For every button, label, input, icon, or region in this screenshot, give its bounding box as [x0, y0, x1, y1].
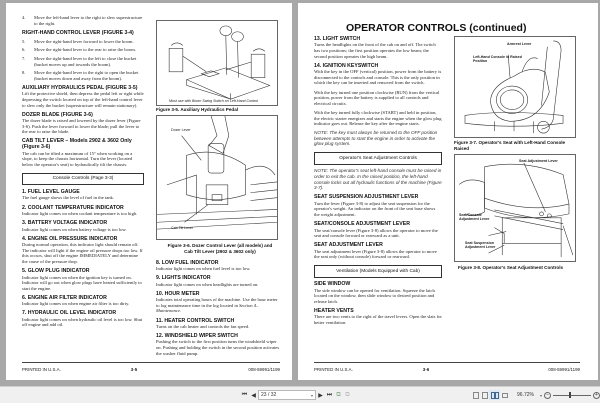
list-item: 5. Move the right-hand lever forward to lower the boom.	[22, 38, 134, 44]
paragraph: Turns the headlights on the front of the cab on and off. The switch has two positions; the first position operates the low beam; the second position operates the high beam.	[314, 42, 436, 59]
document-number: 008-59991/1199	[548, 367, 580, 372]
two-page-view-button[interactable]	[489, 390, 500, 400]
previous-view-icon[interactable]: ⧉	[336, 391, 341, 398]
list-item: 4. Move the left-hand lever to the right to slew superstructure to the right.	[22, 15, 143, 26]
figure-3-7-caption: Figure 3-7. Operator's Seat with Left-Hand Console Raised	[454, 140, 566, 151]
figure-label-dozer-lever: Dozer Lever	[171, 128, 191, 132]
operators-seat-drawing	[455, 37, 575, 137]
section-heading: AUXILIARY HYDRAULICS PEDAL (FIGURE 3-5)	[22, 84, 138, 91]
page-number: 3-6	[422, 367, 430, 372]
paragraph: Indicator light comes on when headlights are turned on.	[156, 281, 259, 287]
paragraph: Indicator light comes on when coolant temperature is too high.	[22, 210, 138, 216]
continuous-view-button[interactable]	[480, 390, 489, 400]
note: NOTE: The operator's seat left-hand console must be raised in order to exit the cab. In the raised position, the left-hand console locks out all hydraulic functions of the machine (Figure 3-7).	[314, 168, 442, 191]
two-page-continuous-icon	[502, 393, 508, 398]
paragraph: During normal operation, this indicator light should remain off. The indicator will light if the engine oil pressure drops too low. If this occurs, shut off the engine IMMEDIATELY and determine the cause of the pressure drop.	[22, 242, 143, 264]
page-number-value: 23 / 32	[261, 392, 277, 398]
note: NOTE: The key must always be returned to the OFF position between attempts to start the engine in order to activate the glow plug system.	[314, 130, 438, 147]
section-heading: 12. WINDSHIELD WIPER SWITCH	[156, 333, 238, 340]
page-title: OPERATOR CONTROLS (continued)	[346, 22, 527, 34]
section-heading: SEAT ADJUSTMENT LEVER	[314, 242, 383, 249]
paragraph: With the key in the OFF (vertical) position, power from the battery is disconnected to the controls and console. This is the only position in which the key can be inserted and removed from the switch.	[314, 69, 442, 86]
section-heading: HEATER VENTS	[314, 308, 354, 315]
continuous-page-icon	[482, 392, 488, 399]
zoom-slider[interactable]	[553, 395, 591, 396]
section-heading: DOZER BLADE (FIGURE 3-6)	[22, 111, 93, 118]
paragraph: Pushing the switch to the first position turns the windshield wiper on. Pushing and holding the switch in the second position activates the washer fluid pump.	[156, 339, 280, 356]
section-heading: 5. GLOW PLUG INDICATOR	[22, 268, 90, 275]
paragraph: The seat/console lever (Figure 3-8) allows the operator to move the seat and console forward or rearward as a unit.	[314, 227, 438, 239]
page-3-5	[6, 3, 292, 380]
section-heading: 11. HEATER CONTROL SWITCH	[156, 317, 235, 324]
section-heading: 10. HOUR METER	[156, 290, 200, 297]
paragraph: Indicator light comes on when fuel level is too low.	[156, 265, 251, 271]
section-heading: 4. ENGINE OIL PRESSURE INDICATOR	[22, 235, 118, 242]
zoom-level[interactable]: 96.72%	[517, 392, 534, 398]
section-heading: SIDE WINDOW	[314, 281, 351, 288]
single-page-icon	[473, 392, 479, 399]
zoom-in-button[interactable]: +	[593, 392, 600, 399]
list-item: 6. Move the right-hand lever to the rear to raise the boom.	[22, 47, 136, 53]
section-heading: 8. LOW FUEL INDICATOR	[156, 259, 219, 266]
paragraph: Indicator light comes on when engine air filter is too dirty.	[22, 301, 130, 307]
previous-page-button[interactable]: ◀	[251, 392, 256, 399]
section-heading: SEAT SUSPENSION ADJUSTMENT LEVER	[314, 194, 419, 201]
auxiliary-hydraulics-pedal-drawing	[157, 21, 277, 105]
ventilation-box: Ventilation (Models Equipped with Cab)	[314, 265, 442, 278]
paragraph: Indicator light comes on when the ignition key is turned on. Indicator will go out when glow plugs have heated sufficiently to start the engine.	[22, 274, 142, 291]
footer-printed: PRINTED IN U.S.A.	[314, 367, 353, 372]
figure-3-5-image	[156, 20, 278, 106]
section-heading: CAB TILT LEVER – Models 2902 & 3602 Only (Figure 3-6)	[22, 138, 132, 151]
footer-printed: PRINTED IN U.S.A.	[22, 367, 61, 372]
paragraph: Indicator light comes on when battery voltage is too low.	[22, 226, 127, 232]
zoom-dropdown-icon[interactable]: ▾	[539, 392, 542, 398]
two-page-continuous-view-button[interactable]	[500, 390, 509, 400]
paragraph: Lift the protective shield, then depress the pedal left or right while depressing the switch located on top of the left-hand control lever to slew only the bucket (superstructure will remain stationary).	[22, 91, 144, 108]
section-heading: 14. IGNITION KEYSWITCH	[314, 62, 379, 69]
paragraph: The side window can be opened for ventilation. Squeeze the latch located on the window, then slide window to desired position and release latch.	[314, 287, 435, 304]
two-page-icon-right	[495, 392, 499, 399]
page-number-input[interactable]	[258, 390, 316, 400]
section-heading: 6. ENGINE AIR FILTER INDICATOR	[22, 294, 107, 301]
section-heading: 3. BATTERY VOLTAGE INDICATOR	[22, 220, 108, 227]
first-page-button[interactable]: ⏮	[241, 391, 248, 398]
paragraph: Indicates total operating hours of the machine. Use the hour meter to log maintenance time in the log located in Section 4–Maintenance.	[156, 297, 278, 314]
seat-adjustment-box: Operator's Seat Adjustment Controls	[314, 152, 442, 165]
paragraph: Turn the lever (Figure 3-8) to adjust the seat suspension for the operator's weight. An indicator on the front of the seat base shows the weight adjustment.	[314, 200, 436, 217]
figure-3-6-image	[156, 115, 278, 240]
figure-3-6-caption: Figure 3-6. Dozer Control Lever (all models) and Cab Tilt Lever (2902 & 3602 only)	[167, 243, 273, 254]
section-heading: RIGHT-HAND CONTROL LEVER (FIGURE 3-4)	[22, 29, 134, 36]
section-heading: 7. HYDRAULIC OIL LEVEL INDICATOR	[22, 310, 117, 317]
page-footer	[314, 362, 580, 372]
list-item: 7. Move the right-hand lever to the left to close the bucket (bucket moves up and towards the boom).	[22, 55, 137, 67]
figure-label-seat-suspension-lever: Seat Suspension Adjustment Lever	[465, 241, 496, 250]
right-page-column-1	[314, 36, 442, 326]
figure-3-8-caption: Figure 3-8. Operator's Seat Adjustment Controls	[458, 265, 564, 270]
left-page-column-2	[156, 256, 280, 356]
section-heading: 1. FUEL LEVEL GAUGE	[22, 189, 80, 196]
paragraph: With the key turned fully clockwise (START) and held in position, the electric starter energizes and starts the engine when the glow plug indicator goes out. Release the key after the engine starts.	[314, 109, 442, 127]
section-heading: 9. LIGHTS INDICATOR	[156, 275, 211, 282]
figure-note: Must use with Boom Swing Switch on Left-Hand Control	[169, 99, 259, 103]
console-controls-box: Console Controls (Page 3-3)	[22, 173, 144, 186]
list-item: 8. Move the right-hand lever to the right to open the bucket (bucket moves down and away from the boom).	[22, 70, 139, 81]
page-footer	[22, 362, 280, 372]
chevron-down-icon: ▾	[310, 392, 313, 398]
paragraph: There are two vents to the right of the travel levers. Open the slats for better ventilation.	[314, 314, 442, 326]
figure-3-7-image	[454, 36, 576, 138]
paragraph: The seat adjustment lever (Figure 3-8) allows the operator to move the seat only (without console) forward or rearward.	[314, 248, 437, 260]
paragraph: Turns on the cab heater and controls the fan speed.	[156, 323, 250, 329]
left-page-column-1	[22, 15, 144, 328]
paragraph: The cab can be tilted a maximum of 15° when working on a slope, to keep the chassis horizontal. Turn the lever (located below the operator's seat) to hydraulically tilt the chassis.	[22, 150, 133, 168]
page-3-6	[298, 3, 598, 380]
figure-label-seat-console-lever: Seat/Console Adjustment Lever	[459, 213, 490, 222]
page-number: 3-5	[130, 367, 138, 372]
paragraph: The fuel gauge shows the level of fuel in the tank.	[22, 195, 114, 201]
next-view-icon[interactable]: ⧉	[345, 391, 350, 398]
figure-label-armrest-lever: Armrest Lever	[507, 42, 532, 46]
figure-label-seat-adjustment-lever: Seat Adjustment Lever	[519, 159, 558, 163]
zoom-out-button[interactable]: −	[544, 392, 551, 399]
figure-label-cab-tilt-lever: Cab Tilt Lever	[171, 226, 194, 230]
paragraph: With the key turned one position clockwise (RUN) from the vertical position, power from the battery is supplied to all controls and electrical circuits.	[314, 89, 440, 106]
next-page-button[interactable]: ▶	[318, 392, 323, 399]
figure-3-5-caption: Figure 3-5. Auxiliary Hydraulics Pedal	[156, 107, 239, 112]
zoom-slider-handle[interactable]	[569, 392, 571, 398]
single-page-view-button[interactable]	[471, 390, 480, 400]
section-heading: 13. LIGHT SWITCH	[314, 36, 361, 42]
dozer-control-lever-drawing	[157, 116, 277, 239]
figure-3-8-image	[454, 154, 576, 262]
paragraph: The dozer blade is raised and lowered by the dozer lever (Figure 3-6). Push the lever forward to lower the blade; pull the lever to the rear to raise the blade.	[22, 118, 141, 135]
paragraph: Indicator light comes on when hydraulic oil level is too low. Shut off engine and add oil.	[22, 316, 143, 328]
last-page-button[interactable]: ⏭	[326, 391, 333, 398]
section-heading: SEAT/CONSOLE ADJUSTMENT LEVER	[314, 221, 410, 228]
figure-label-left-hand-console: Left-Hand Console in Raised Position	[473, 55, 522, 64]
viewer-toolbar	[0, 386, 600, 403]
section-heading: 2. COOLANT TEMPERATURE INDICATOR	[22, 204, 124, 211]
document-number: 008-59991/1199	[248, 367, 280, 372]
